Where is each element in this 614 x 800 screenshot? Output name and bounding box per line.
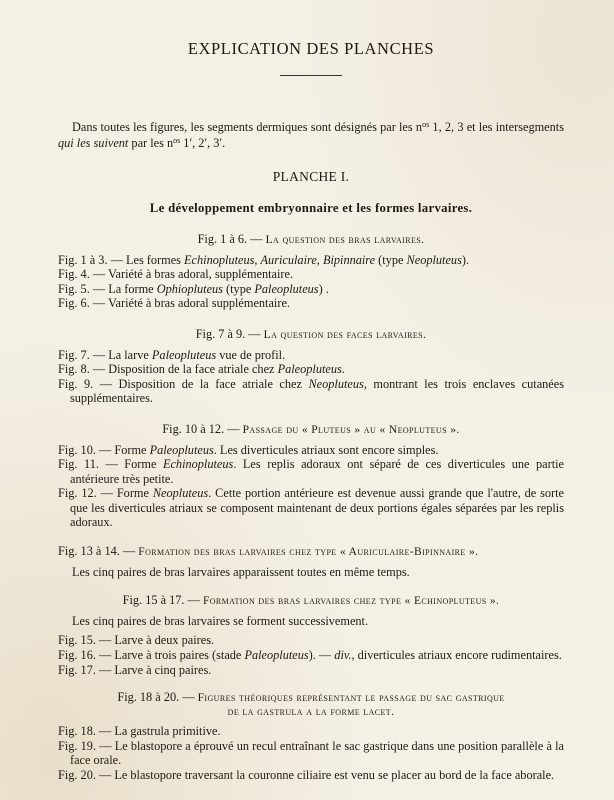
section-heading-4: Fig. 13 à 14. — Formation des bras larvaires chez type « Auriculaire-Bipinnaire ».	[58, 544, 479, 559]
list-item: Fig. 11. — Forme Echinopluteus. Les replis adoraux ont séparé de ces diverticules une partie antérieure très petite.	[58, 457, 564, 486]
section-heading-5: Fig. 15 à 17. — Formation des bras larvaires chez type « Echinopluteus ».	[122, 593, 500, 608]
list-item: Fig. 6. — Variété à bras adoral supplémentaire.	[58, 296, 290, 311]
list-item: Fig. 18. — La gastrula primitive.	[58, 724, 221, 739]
section-heading-6: Fig. 18 à 20. — Figures théoriques représentant le passage du sac gastrique de la gastrula a la forme lacet.	[117, 690, 505, 719]
page-title: EXPLICATION DES PLANCHES	[187, 39, 435, 58]
list-item: Fig. 19. — Le blastopore a éprouvé un recul entraînant le sac gastrique dans une position parallèle à la face orale.	[58, 738, 564, 768]
section-heading-3: Fig. 10 à 12. — Passage du « Pluteus » au « Neopluteus ».	[162, 421, 460, 436]
list-item: Fig. 7. — La larve Paleopluteus vue de profil.	[58, 347, 286, 362]
list-item: Fig. 12. — Forme Neopluteus. Cette portion antérieure est devenue aussi grande que l'autre, de sorte que les diverticules atriaux se composent maintenant de deux portions égales séparées par les replis adoraux.	[58, 486, 564, 530]
list-item: Fig. 5. — La forme Ophiopluteus (type Paleopluteus) .	[58, 281, 329, 296]
list-item: Fig. 1 à 3. — Les formes Echinopluteus, Auriculaire, Bipinnaire (type Neopluteus).	[58, 252, 470, 267]
section-4-text: Les cinq paires de bras larvaires apparaissent toutes en même temps.	[72, 564, 410, 579]
intro-paragraph: Dans toutes les figures, les segments dermiques sont désignés par les $n^{os}$ 1, 2, 3 et les intersegments qui les suivent par les $n^{os}$ 1′, 2′, 3′.	[58, 119, 564, 151]
planche-subtitle: Le développement embryonnaire et les formes larvaires.	[149, 201, 473, 216]
section-2-list	[58, 348, 564, 406]
list-item: Fig. 10. — Forme Paleopluteus. Les diverticules atriaux sont encore simples.	[58, 442, 439, 457]
section-heading-2: Fig. 7 à 9. — La question des faces larvaires.	[195, 326, 427, 341]
list-item: Fig. 15. — Larve à deux paires.	[58, 633, 215, 648]
list-item: Fig. 16. — Larve à trois paires (stade Paleopluteus). — div., diverticules atriaux encore rudimentaires.	[58, 648, 562, 663]
list-item: Fig. 8. — Disposition de la face atriale chez Paleopluteus.	[58, 362, 345, 377]
list-item: Fig. 17. — Larve à cinq paires.	[58, 662, 212, 677]
section-5-list	[58, 633, 564, 677]
section-1-list	[58, 253, 564, 311]
list-item: Fig. 4. — Variété à bras adoral, supplémentaire.	[58, 267, 294, 282]
list-item: Fig. 20. — Le blastopore traversant la couronne ciliaire est venu se placer au bord de la face aborale.	[58, 768, 555, 782]
section-heading-1: Fig. 1 à 6. — La question des bras larvaires.	[197, 231, 425, 246]
planche-heading: PLANCHE I.	[272, 168, 350, 184]
title-rule	[280, 75, 342, 76]
section-6-list	[58, 724, 564, 782]
section-3-list	[58, 443, 564, 531]
list-item: Fig. 9. — Disposition de la face atriale chez Neopluteus, montrant les trois enclaves cutanées supplémentaires.	[58, 376, 564, 406]
section-5-text: Les cinq paires de bras larvaires se forment successivement.	[72, 613, 369, 628]
